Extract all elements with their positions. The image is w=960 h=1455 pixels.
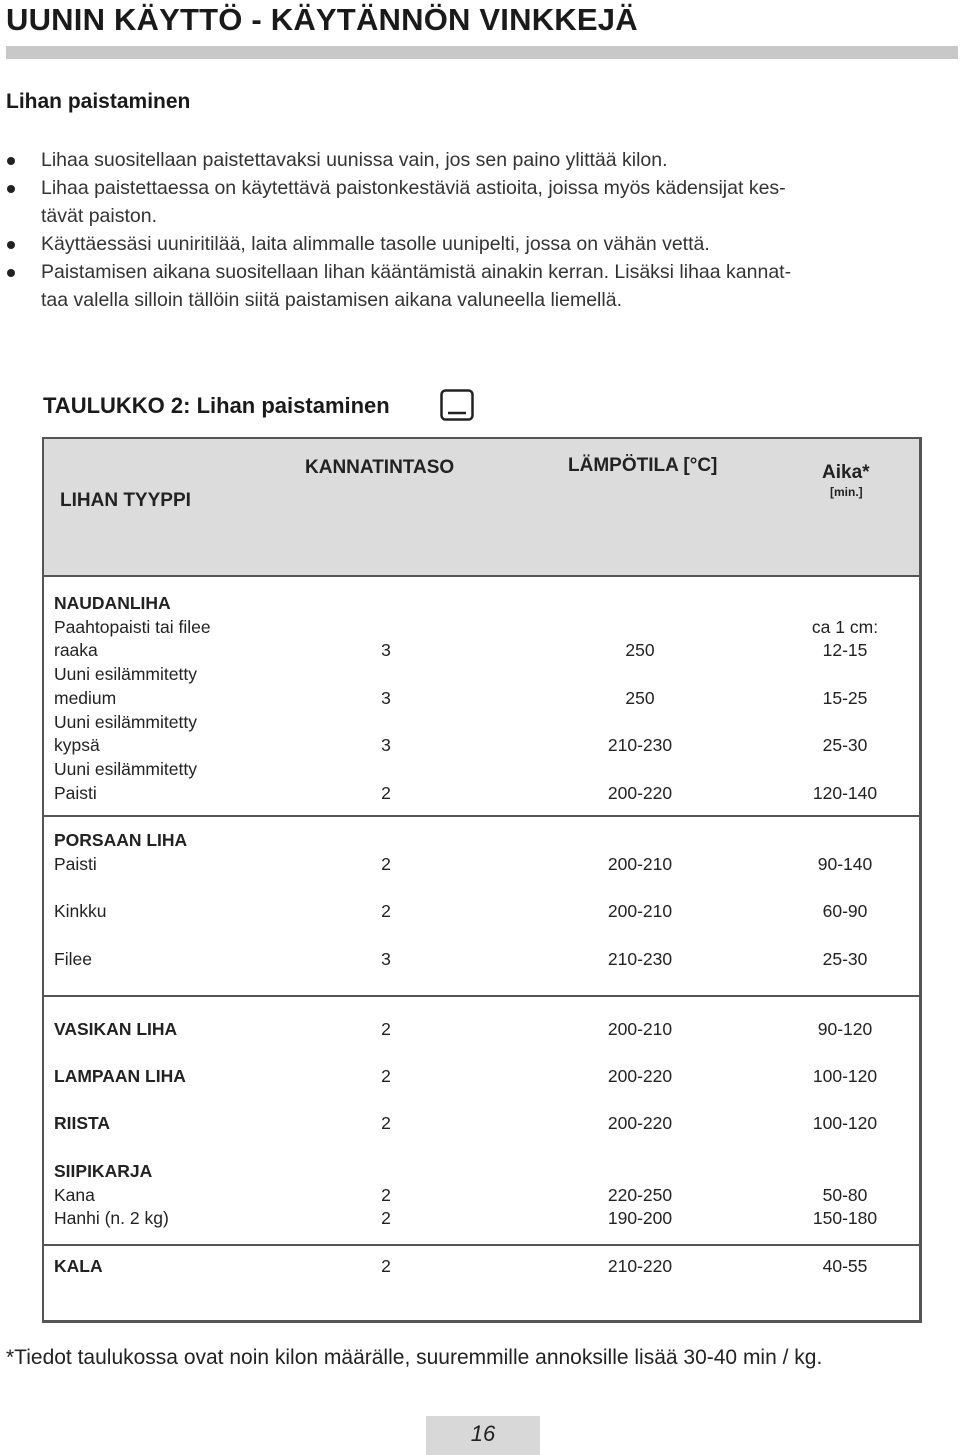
group-divider	[42, 995, 922, 997]
meat-type: Uuni esilämmitetty	[54, 664, 197, 685]
section-heading: Lihan paistaminen	[6, 90, 191, 113]
tip-text: Lihaa paistettaessa on käytettävä paistonkestäviä astioita, joissa myös kädensijat kes-	[41, 177, 786, 199]
page-number: 16	[470, 1421, 496, 1446]
temperature: 210-220	[607, 1256, 673, 1276]
tip-text: tävät paiston.	[41, 205, 157, 227]
meat-type: Paisti	[54, 853, 97, 874]
footnote: *Tiedot taulukossa ovat noin kilon määrälle, suuremmille annoksille lisää 30-40 min / kg.	[6, 1346, 823, 1369]
group-divider	[42, 1244, 922, 1246]
meat-category: KALA	[54, 1256, 103, 1276]
shelf-level: 2	[381, 1256, 391, 1276]
shelf-level: 2	[381, 1019, 391, 1039]
tip-text: Käyttäessäsi uuniritilää, laita alimmalle tasolle uunipelti, jossa on vähän vettä.	[41, 233, 710, 255]
shelf-level: 2	[381, 1184, 391, 1205]
cooking-time: 40-55	[822, 1256, 868, 1276]
shelf-level: 3	[381, 735, 391, 756]
tip-item	[6, 174, 950, 230]
bullet-icon	[7, 185, 15, 193]
table-title: TAULUKKO 2: Lihan paistaminen	[43, 393, 390, 418]
meat-type: Uuni esilämmitetty	[54, 711, 197, 732]
meat-category: PORSAAN LIHA	[54, 830, 188, 850]
group-divider	[42, 815, 922, 817]
meat-type: Uuni esilämmitetty	[54, 758, 197, 779]
meat-category: RIISTA	[54, 1113, 111, 1133]
temperature: 190-200	[607, 1208, 673, 1229]
header-meat-type: LIHAN TYYPPI	[60, 490, 191, 511]
temperature: 200-220	[607, 782, 673, 803]
cooking-time: 90-120	[817, 1019, 873, 1039]
temperature: 200-220	[607, 1066, 673, 1086]
meat-type: Paahtopaisti tai filee	[54, 616, 211, 637]
meat-type: Paisti	[54, 782, 97, 803]
tip-item	[6, 258, 950, 314]
shelf-level: 2	[381, 853, 391, 874]
meat-type: raaka	[54, 640, 98, 661]
header-shelf-level: KANNATINTASO	[305, 457, 455, 478]
temperature: 250	[625, 687, 655, 708]
cooking-time: 150-180	[812, 1208, 878, 1229]
meat-category: SIIPIKARJA	[54, 1161, 153, 1181]
oven-icon	[440, 389, 474, 421]
tip-item	[6, 146, 950, 174]
tip-text: taa valella silloin tällöin siitä paistamisen aikana valuneella liemellä.	[41, 289, 622, 311]
cooking-time: 50-80	[822, 1184, 868, 1205]
cooking-time: 100-120	[812, 1113, 878, 1133]
meat-type: Kinkku	[54, 901, 107, 922]
meat-type: Hanhi (n. 2 kg)	[54, 1208, 169, 1229]
cooking-time: ca 1 cm:	[811, 616, 879, 637]
temperature: 200-220	[607, 1113, 673, 1133]
page-title: UUNIN KÄYTTÖ - KÄYTÄNNÖN VINKKEJÄ	[6, 2, 638, 37]
cooking-time: 90-140	[817, 853, 873, 874]
temperature: 210-230	[607, 948, 673, 969]
header-time: Aika*	[822, 462, 870, 483]
meat-type: Kana	[54, 1184, 95, 1205]
temperature: 250	[625, 640, 655, 661]
cooking-time: 15-25	[822, 687, 868, 708]
tips-list	[6, 146, 950, 314]
temperature: 200-210	[607, 1019, 673, 1039]
meat-type: medium	[54, 687, 117, 708]
temperature: 200-210	[607, 853, 673, 874]
tip-text: Lihaa suositellaan paistettavaksi uunissa vain, jos sen paino ylittää kilon.	[41, 149, 668, 171]
shelf-level: 2	[381, 901, 391, 922]
title-divider	[6, 46, 958, 59]
temperature: 220-250	[607, 1184, 673, 1205]
bullet-icon	[7, 269, 15, 277]
temperature: 210-230	[607, 735, 673, 756]
bullet-icon	[7, 157, 15, 165]
cooking-time: 12-15	[822, 640, 868, 661]
shelf-level: 3	[381, 640, 391, 661]
cooking-time: 25-30	[822, 735, 868, 756]
meat-type: kypsä	[54, 735, 100, 756]
shelf-level: 2	[381, 1208, 391, 1229]
meat-category: LAMPAAN LIHA	[54, 1066, 186, 1086]
header-temperature: LÄMPÖTILA [°C]	[568, 455, 718, 476]
tip-item	[6, 230, 950, 258]
shelf-level: 2	[381, 782, 391, 803]
shelf-level: 2	[381, 1113, 391, 1133]
cooking-time: 120-140	[812, 782, 878, 803]
shelf-level: 2	[381, 1066, 391, 1086]
bullet-icon	[7, 241, 15, 249]
shelf-level: 3	[381, 687, 391, 708]
cooking-time: 25-30	[822, 948, 868, 969]
temperature: 200-210	[607, 901, 673, 922]
tip-text: Paistamisen aikana suositellaan lihan kääntämistä ainakin kerran. Lisäksi lihaa kannat-	[41, 261, 792, 283]
meat-category: NAUDANLIHA	[54, 593, 171, 613]
cooking-time: 60-90	[822, 901, 868, 922]
shelf-level: 3	[381, 948, 391, 969]
cooking-time: 100-120	[812, 1066, 878, 1086]
meat-type: Filee	[54, 948, 92, 969]
meat-category: VASIKAN LIHA	[54, 1019, 178, 1039]
header-time-unit: [min.]	[830, 485, 863, 499]
